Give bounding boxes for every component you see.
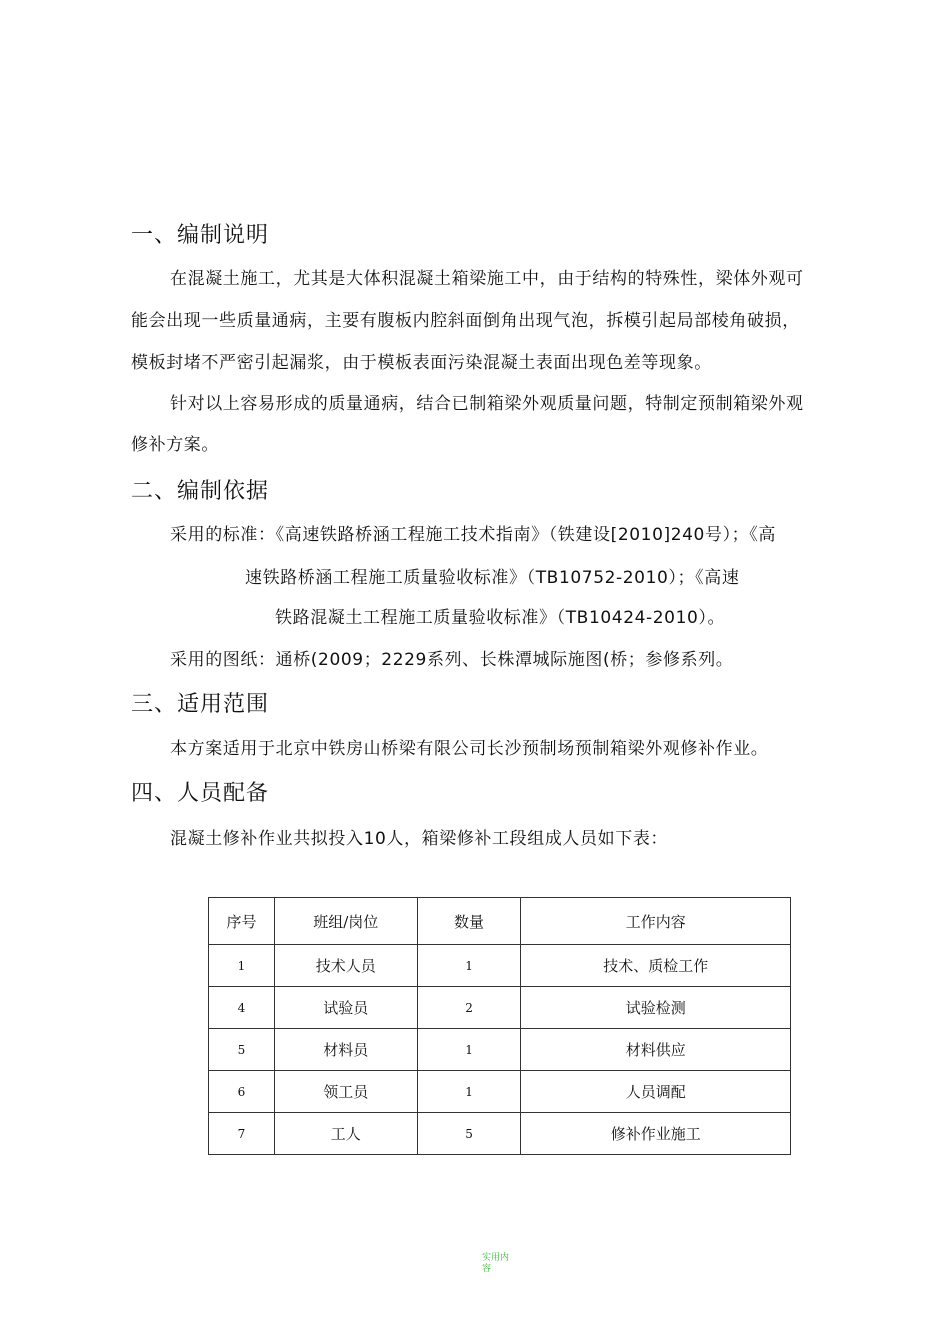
table-cell: 技术、质检工作 [521,945,791,987]
table-cell: 试验检测 [521,987,791,1029]
table-cell: 1 [417,1071,521,1113]
table-cell: 2 [417,987,521,1029]
section-heading-2: 二、编制依据 [131,479,270,504]
table-row [209,987,791,1029]
staffing-text: 混凝土修补作业共拟投入10人，箱梁修补工段组成人员如下表： [170,829,669,849]
table-cell: 试验员 [274,987,417,1029]
table-row [209,945,791,987]
standard-line: 速铁路桥涵工程施工质量验收标准》（TB10752-2010）；《高速 [245,568,740,588]
table-cell: 材料员 [274,1029,417,1071]
standard-line: 采用的标准：《高速铁路桥涵工程施工技术指南》（铁建设[2010]240号）；《高 [170,525,776,545]
table-cell: 5 [417,1113,521,1155]
header-cell: 序号 [209,898,275,945]
table-cell: 7 [209,1113,275,1155]
table-cell: 领工员 [274,1071,417,1113]
header-cell: 数量 [417,898,521,945]
table-row [209,1113,791,1155]
table-cell: 材料供应 [521,1029,791,1071]
footer-note: 实用内容 [482,1253,510,1274]
header-cell: 班组/岗位 [274,898,417,945]
drawings-line: 采用的图纸：通桥(2009；2229系列、长株潭城际施图(桥；参修系列。 [170,650,734,670]
table-header-row [209,898,791,945]
paragraph-line: 针对以上容易形成的质量通病，结合已制箱梁外观质量问题，特制定预制箱梁外观 [170,394,804,414]
table-cell: 4 [209,987,275,1029]
table-cell: 人员调配 [521,1071,791,1113]
paragraph-line: 在混凝土施工，尤其是大体积混凝土箱梁施工中，由于结构的特殊性，梁体外观可 [170,269,804,289]
staff-table [208,897,791,1155]
scope-text: 本方案适用于北京中铁房山桥梁有限公司长沙预制场预制箱梁外观修补作业。 [170,739,769,759]
table-cell: 1 [417,945,521,987]
standard-line: 铁路混凝土工程施工质量验收标准》（TB10424-2010）。 [275,608,726,628]
table-cell: 修补作业施工 [521,1113,791,1155]
table-cell: 工人 [274,1113,417,1155]
paragraph-line: 能会出现一些质量通病，主要有腹板内腔斜面倒角出现气泡，拆模引起局部棱角破损， [131,311,800,331]
table-cell: 技术人员 [274,945,417,987]
table-cell: 1 [209,945,275,987]
table-row [209,1029,791,1071]
table-cell: 1 [417,1029,521,1071]
table-cell: 6 [209,1071,275,1113]
paragraph-line: 模板封堵不严密引起漏浆，由于模板表面污染混凝土表面出现色差等现象。 [131,353,712,373]
section-heading-4: 四、人员配备 [131,781,270,806]
table-cell: 5 [209,1029,275,1071]
paragraph-line: 修补方案。 [131,435,219,455]
header-cell: 工作内容 [521,898,791,945]
section-heading-1: 一、编制说明 [131,223,270,248]
section-heading-3: 三、适用范围 [131,692,270,717]
table-row [209,1071,791,1113]
